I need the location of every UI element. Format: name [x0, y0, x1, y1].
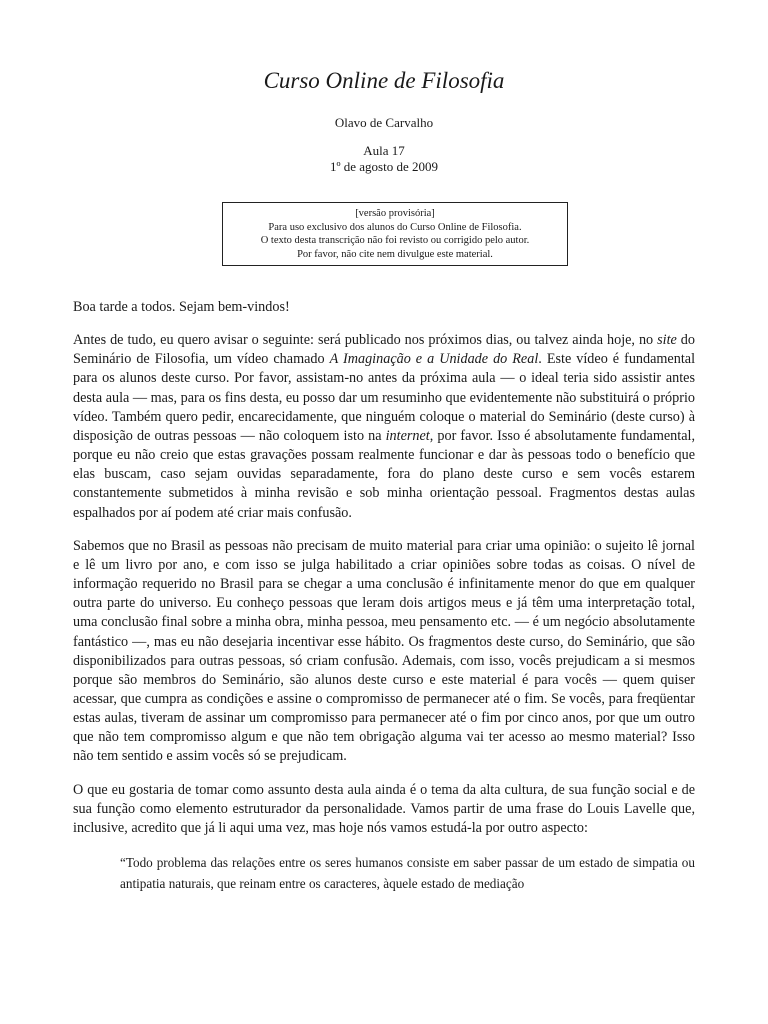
- notice-line: [versão provisória]: [355, 208, 435, 219]
- paragraph-intro: Antes de tudo, eu quero avisar o seguinte: será publicado nos próximos dias, ou talvez ainda hoje, no site do Seminário de Filosofia, um vídeo chamado A Imaginação e a Unidade do Real. Este vídeo é fundamental para os alunos deste curso. Por favor, assistam-no antes da próxima aula — o ideal teria sido assistir antes desta aula — mas, para os fins desta, eu posso dar um resuminho que evidentemente não substituirá o próprio vídeo. Também quero pedir, encarecidamente, que ninguém coloque o material do Seminário (deste curso) à disposição de outras pessoas — não coloquem isto na internet, por favor. Isso é absolutamente fundamental, porque eu não creio que estas gravações possam realmente funcionar e dar às pessoas todo o benefício que elas buscam, caso sejam ouvidas separadamente, fora do plano deste curso e sem vocês estarem constantemente submetidos à minha revisão e sob minha orientação pessoal. Fragmentos destas aulas espalhados por aí podem até criar mais confusão.: [73, 332, 696, 521]
- emphasis-site: site: [657, 332, 677, 349]
- paragraph-greeting: Boa tarde a todos. Sejam bem-vindos!: [73, 299, 290, 315]
- author-name: Olavo de Carvalho: [334, 115, 434, 130]
- emphasis-internet: internet: [385, 427, 430, 444]
- notice-line: Para uso exclusivo dos alunos do Curso Online de Filosofia.: [268, 221, 522, 233]
- lesson-date: 1º de agosto de 2009: [329, 159, 438, 174]
- lesson-info: [0, 143, 768, 175]
- body-text: [73, 298, 695, 894]
- document-title: Curso Online de Filosofia: [263, 68, 505, 93]
- paragraph-brazil: Sabemos que no Brasil as pessoas não precisam de muito material para criar uma opinião: o sujeito lê jornal e lê um livro por ano, e com isso se julga habilitado a criar opiniões sobre todas as coisas. O nível de informação requerido no Brasil para se chegar a uma conclusão é infinitamente menor do que em qualquer outra parte do universo. Eu conheço pessoas que leram dois artigos meus e já têm uma interpretação total, uma conclusão final sobre a minha obra, minha pessoa, meu pensamento etc. — é um negócio absolutamente fantástico —, mas eu não desejaria incentivar esse hábito. Os fragmentos deste curso, do Seminário, que são disponibilizados para outras pessoas, só criam confusão. Ademais, com isso, vocês prejudicam a si mesmos porque são membros do Seminário, são alunos deste curso e este material é para vocês — quem quiser acessar, que cumpra as condições e assine o compromisso de permanecer até o fim. Se vocês, para freqüentar estas aulas, tiveram de assinar um compromisso para permanecer até o fim por cinco anos, por que um outro que não tem compromisso algum e que não tem obrigação alguma vai ter acesso ao mesmo material? Isso não tem sentido e assim vocês só se prejudicam.: [73, 537, 695, 765]
- notice-line: Por favor, não cite nem divulgue este material.: [297, 248, 493, 260]
- block-quote: “Todo problema das relações entre os seres humanos consiste em saber passar de um estado de simpatia ou antipatia naturais, que reinam entre os caracteres, àquele estado de mediação: [120, 855, 695, 892]
- provisional-notice-box: [222, 202, 568, 266]
- video-title: A Imaginação e a Unidade do Real: [329, 351, 539, 368]
- notice-line: O texto desta transcrição não foi revisto ou corrigido pelo autor.: [260, 235, 530, 246]
- paragraph-topic: O que eu gostaria de tomar como assunto desta aula ainda é o tema da alta cultura, de sua função social e de sua função como elemento estruturador da personalidade. Vamos partir de uma frase do Louis Lavelle que, inclusive, acredito que já li aqui uma vez, mas hoje nós vamos estudá-la por outro aspecto:: [73, 781, 695, 836]
- lesson-number: Aula 17: [363, 143, 405, 158]
